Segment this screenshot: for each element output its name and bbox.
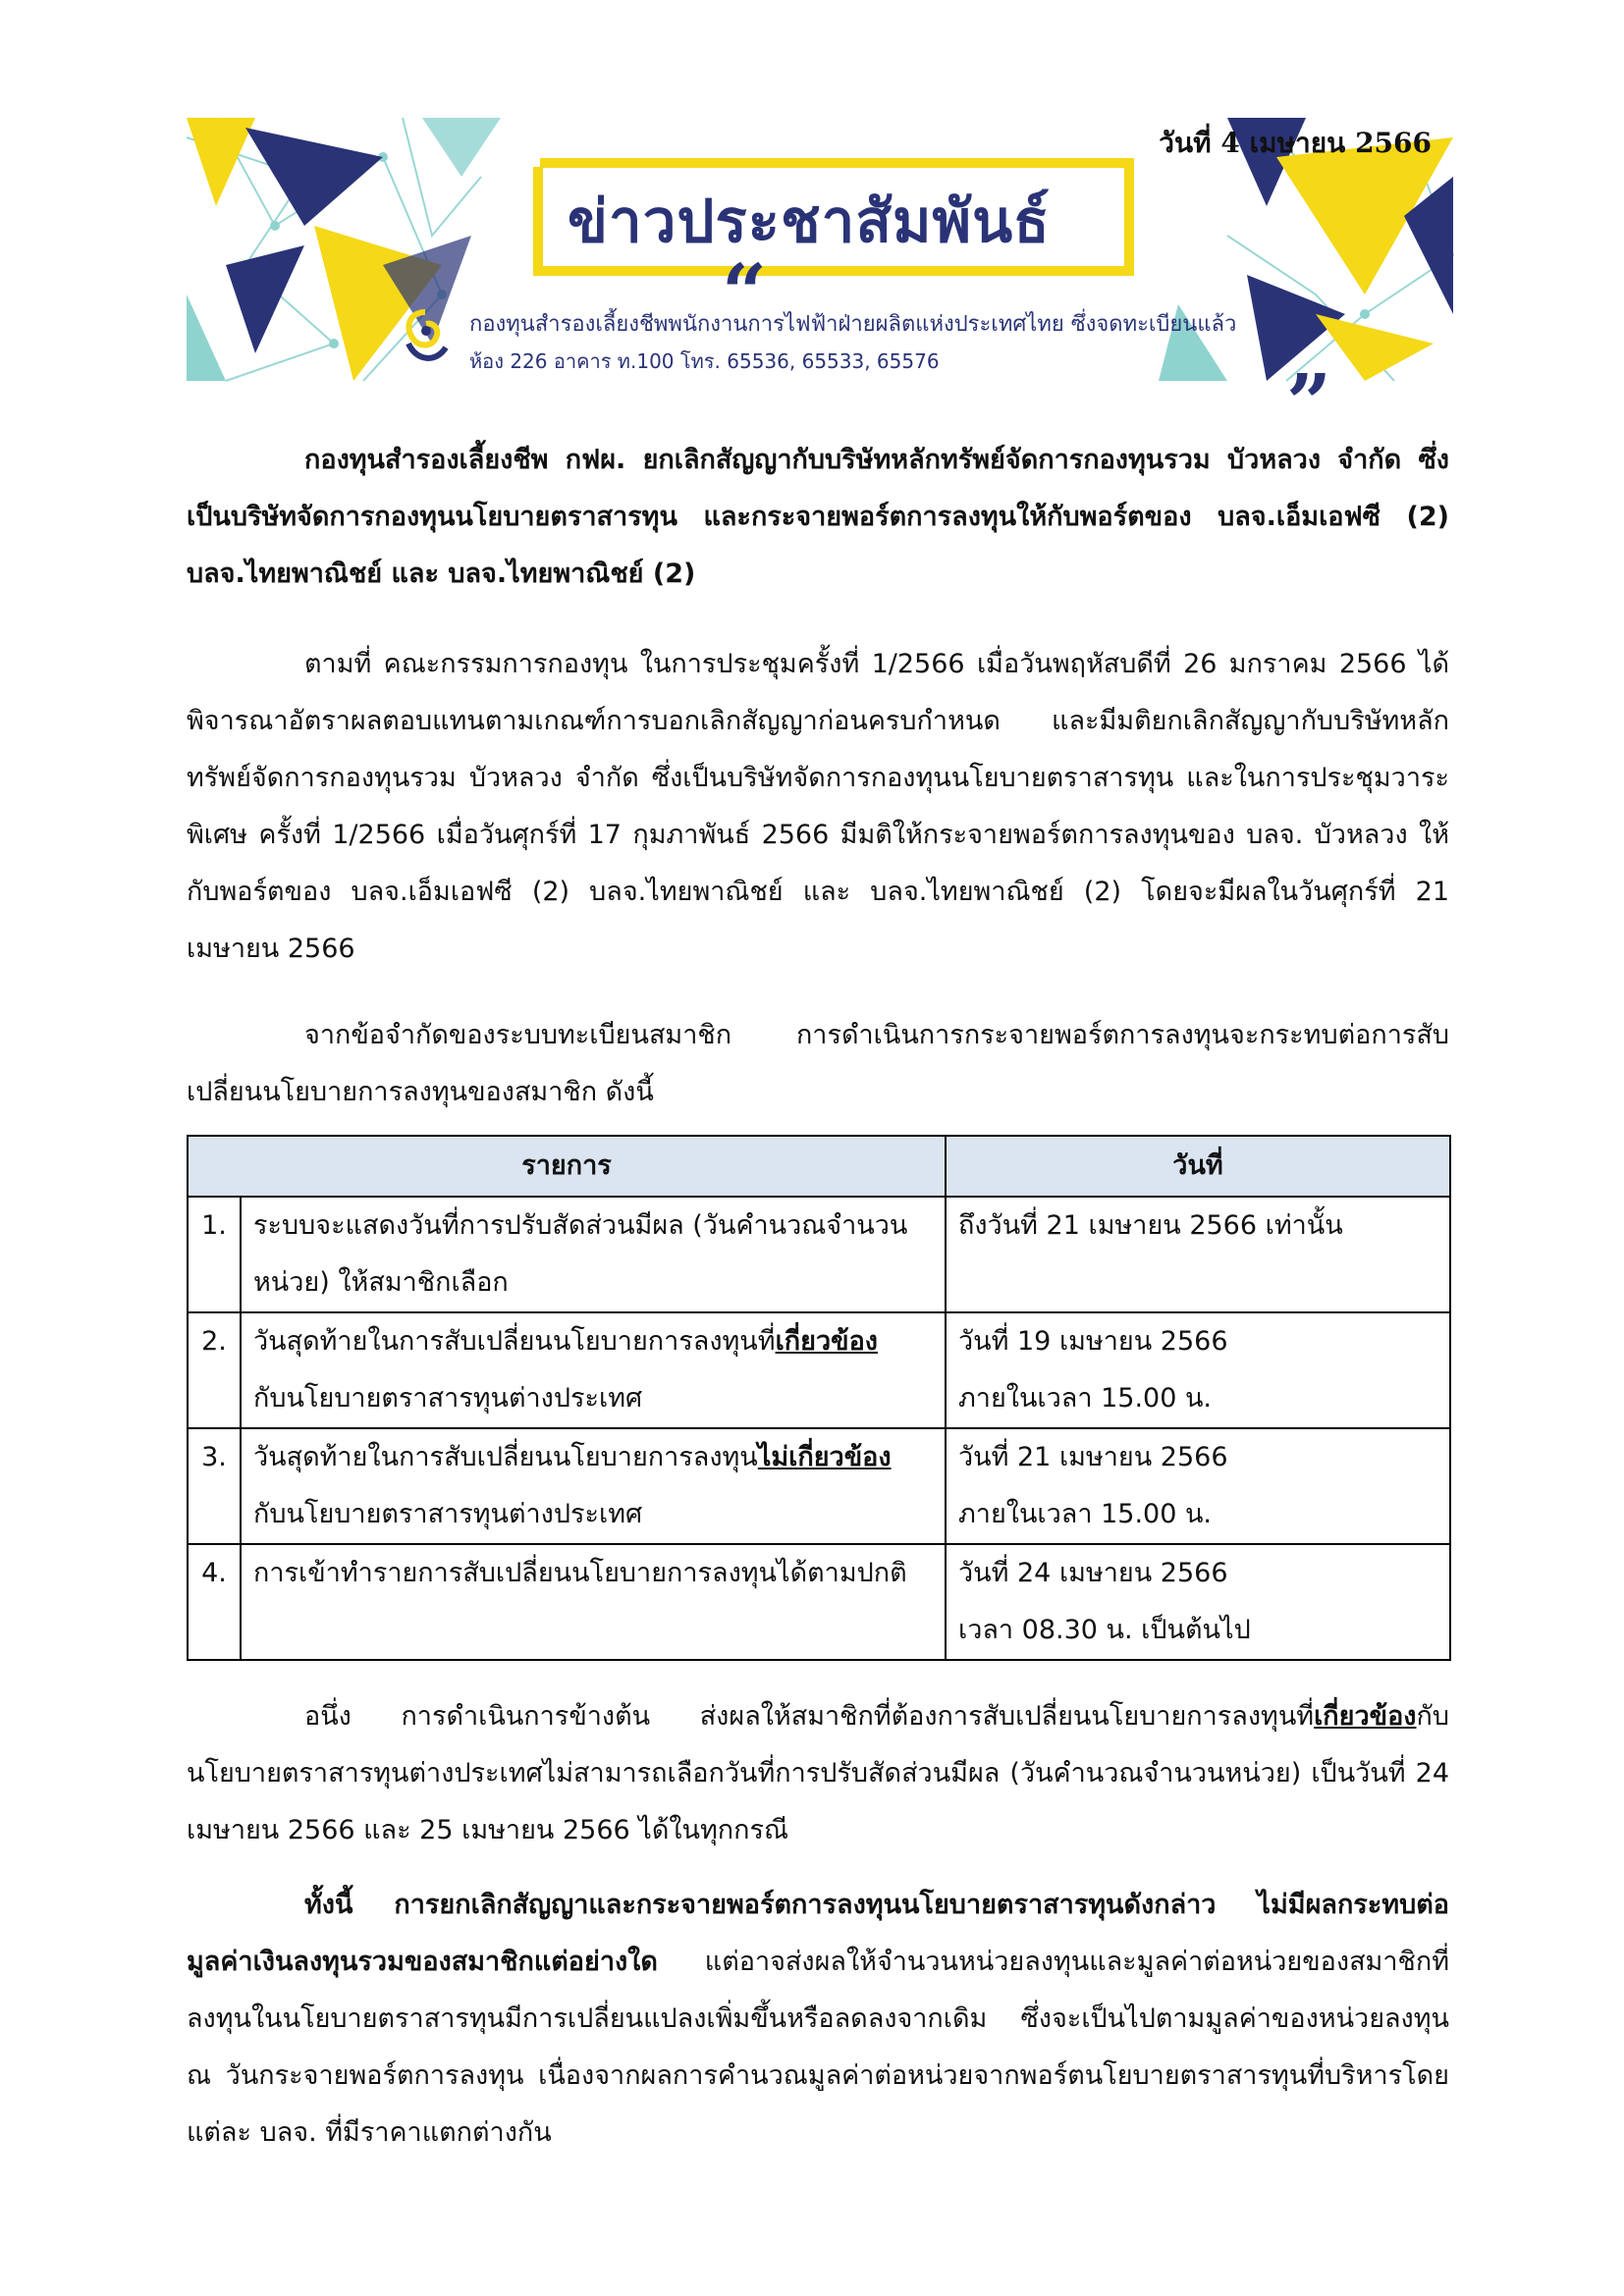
- fund-logo: [391, 304, 460, 373]
- row-item: [241, 1312, 946, 1428]
- table-row: [188, 1428, 1450, 1544]
- paragraph-3-text: กับนโยบายตราสารทุนต่างประเทศไม่สามารถเลือกวันที่การปรับสัดส่วนมีผล (วันคำนวณจำนวนหน่วย) เป็นวันที่ 24 เมษายน 2566 และ 25 เมษายน 2566 ได้ในทุกกรณี: [187, 1701, 1449, 1845]
- row-date-day: วันที่ 24 เมษายน 2566: [958, 1558, 1228, 1588]
- row-date-time: เวลา 08.30 น. เป็นต้นไป: [958, 1615, 1251, 1645]
- paragraph-4-emphasis: การยกเลิกสัญญาและกระจายพอร์ตการลงทุนนโยบายตราสารทุนดังกล่าว ไม่มีผลกระทบต่อมูลค่าเงินลงทุนรวมของสมาชิกแต่อย่างใด: [187, 1890, 1449, 1977]
- paragraph-1: ตามที่ คณะกรรมการกองทุน ในการประชุมครั้งที่ 1/2566 เมื่อวันพฤหัสบดีที่ 26 มกราคม 2566 ได้พิจารณาอัตราผลตอบแทนตามเกณฑ์การบอกเลิกสัญญาก่อนครบกำหนด และมีมติยกเลิกสัญญากับบริษัทหลักทรัพย์จัดการกองทุนรวม บัวหลวง จำกัด ซึ่งเป็นบริษัทจัดการกองทุนนโยบายตราสารทุน และในการประชุมวาระพิเศษ ครั้งที่ 1/2566 เมื่อวันศุกร์ที่ 17 กุมภาพันธ์ 2566 มีมติให้กระจายพอร์ตการลงทุนของ บลจ. บัวหลวง ให้กับพอร์ตของ บลจ.เอ็มเอฟซี (2) บลจ.ไทยพาณิชย์ และ บลจ.ไทยพาณิชย์ (2) โดยจะมีผลในวันศุกร์ที่ 21 เมษายน 2566: [187, 649, 1449, 964]
- row-number: 2.: [188, 1312, 241, 1428]
- row-date: [946, 1312, 1450, 1428]
- row-item-text: กับนโยบายตราสารทุนต่างประเทศ: [253, 1383, 643, 1414]
- row-item: การเข้าทำรายการสับเปลี่ยนนโยบายการลงทุนได้ตามปกติ: [241, 1544, 946, 1660]
- row-date: [946, 1428, 1450, 1544]
- schedule-table: [187, 1135, 1451, 1661]
- row-number: 1.: [188, 1197, 241, 1312]
- paragraph-3-emphasis: เกี่ยวข้อง: [1314, 1701, 1417, 1732]
- paragraph-2: จากข้อจำกัดของระบบทะเบียนสมาชิก การดำเนินการกระจายพอร์ตการลงทุนจะกระทบต่อการสับเปลี่ยนนโยบายการลงทุนของสมาชิก ดังนี้: [187, 1020, 1449, 1107]
- banner-title: ข่าวประชาสัมพันธ์: [568, 187, 1051, 256]
- table-row: [188, 1544, 1450, 1660]
- paragraph-3-text: อนึ่ง การดำเนินการข้างต้น ส่งผลให้สมาชิกที่ต้องการสับเปลี่ยนนโยบายการลงทุนที่: [304, 1701, 1315, 1732]
- row-item: ระบบจะแสดงวันที่การปรับสัดส่วนมีผล (วันคำนวณจำนวนหน่วย) ให้สมาชิกเลือก: [241, 1197, 946, 1312]
- row-item-text: วันสุดท้ายในการสับเปลี่ยนนโยบายการลงทุน: [253, 1442, 758, 1472]
- row-date: ถึงวันที่ 21 เมษายน 2566 เท่านั้น: [946, 1197, 1450, 1312]
- header-item: รายการ: [188, 1136, 946, 1197]
- headline: กองทุนสำรองเลี้ยงชีพ กฟผ. ยกเลิกสัญญากับบริษัทหลักทรัพย์จัดการกองทุนรวม บัวหลวง จำกัด ซึ่งเป็นบริษัทจัดการกองทุนนโยบายตราสารทุน และกระจายพอร์ตการลงทุนให้กับพอร์ตของ บลจ.เอ็มเอฟซี (2) บลจ.ไทยพาณิชย์ และ บลจ.ไทยพาณิชย์ (2): [187, 445, 1449, 589]
- paragraph-4-lead: ทั้งนี้: [304, 1890, 395, 1920]
- paragraph-3: [187, 1688, 1449, 1859]
- table-row: [188, 1312, 1450, 1428]
- row-item-emphasis: ไม่เกี่ยวข้อง: [757, 1442, 892, 1472]
- header-date: วันที่: [946, 1136, 1450, 1197]
- row-item-text: วันสุดท้ายในการสับเปลี่ยนนโยบายการลงทุนที่: [253, 1326, 776, 1357]
- row-item: [241, 1428, 946, 1544]
- row-date-time: ภายในเวลา 15.00 น.: [958, 1499, 1213, 1529]
- row-date: [946, 1544, 1450, 1660]
- table-header-row: [188, 1136, 1450, 1197]
- row-number: 4.: [188, 1544, 241, 1660]
- table-row: [188, 1197, 1450, 1312]
- row-item-emphasis: เกี่ยวข้อง: [775, 1326, 878, 1357]
- row-date-time: ภายในเวลา 15.00 น.: [958, 1383, 1213, 1414]
- publication-date: วันที่ 4 เมษายน 2566: [1159, 127, 1432, 159]
- quote-open: “: [722, 246, 768, 339]
- row-date-day: วันที่ 19 เมษายน 2566: [958, 1326, 1228, 1357]
- paragraph-4-text: แต่อาจส่งผลให้จำนวนหน่วยลงทุนและมูลค่าต่อหน่วยของสมาชิกที่ลงทุนในนโยบายตราสารทุนมีการเปลี่ยนแปลงเพิ่มขึ้นหรือลดลงจากเดิม ซึ่งจะเป็นไปตามมูลค่าของหน่วยลงทุน ณ วันกระจายพอร์ตการลงทุน เนื่องจากผลการคำนวณมูลค่าต่อหน่วยจากพอร์ตนโยบายตราสารทุนที่บริหารโดยแต่ละ บลจ. ที่มีราคาแตกต่างกัน: [187, 1947, 1449, 2148]
- banner-address: ห้อง 226 อาคาร ท.100 โทร. 65536, 65533, 65576: [469, 349, 940, 373]
- paragraph-4: [187, 1877, 1449, 2162]
- quote-close: ”: [1286, 356, 1332, 449]
- banner-org-name: กองทุนสำรองเลี้ยงชีพพนักงานการไฟฟ้าฝ่ายผลิตแห่งประเทศไทย ซึ่งจดทะเบียนแล้ว: [469, 312, 1237, 337]
- row-date-day: วันที่ 21 เมษายน 2566: [958, 1442, 1228, 1472]
- row-number: 3.: [188, 1428, 241, 1544]
- row-item-text: กับนโยบายตราสารทุนต่างประเทศ: [253, 1499, 643, 1529]
